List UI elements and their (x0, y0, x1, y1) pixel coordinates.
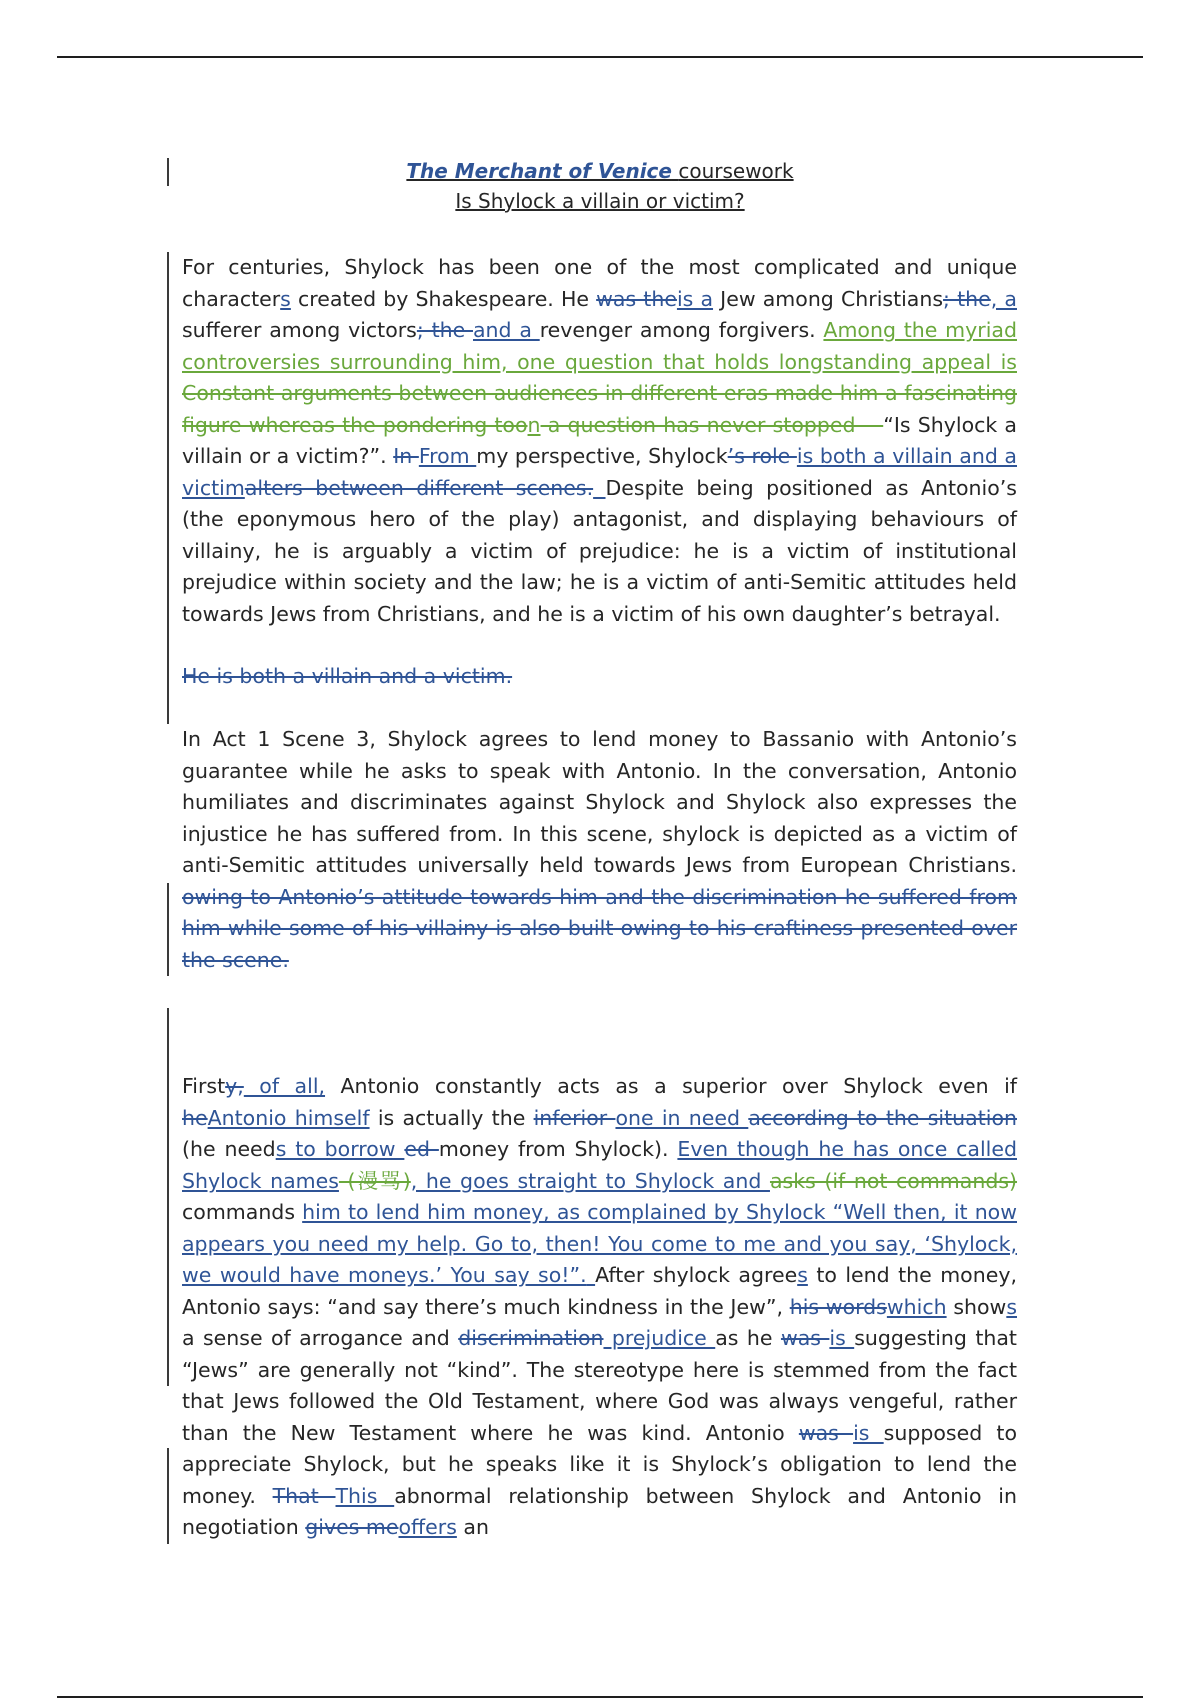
inserted-text (593, 476, 605, 500)
deleted-text: ’s role (727, 444, 797, 468)
deleted-text: That (272, 1483, 336, 1508)
text-run: For centuries, Shylock has been one of the most complicated and unique character (182, 255, 1017, 311)
essay-question: Is Shylock a villain or victim? (455, 189, 745, 213)
text-run: Jew among Christians (713, 286, 944, 311)
text-run: In Act 1 Scene 3, Shylock agrees to lend money to Bassanio with Antonio’s guarantee while he asks to speak with Antonio. In the conversation, Antonio humiliates and discriminates against Shylock and Shylock also expresses the injustice he has suffered from. In this scene, shylock is depicted as a victim of anti-Semitic attitudes universally held towards Jews from European Christians. (182, 727, 1017, 877)
text-run: After shylock agree (595, 1263, 798, 1287)
text-run: as he (715, 1326, 781, 1350)
deleted-comment-text: asks (if not commands) (769, 1168, 1018, 1193)
intro-paragraph (182, 252, 1017, 630)
inserted-comment-text: n (527, 412, 541, 437)
text-run: (he need (182, 1137, 276, 1161)
inserted-text: him to lend him money, as complained by Shylock “Well then, it now appears you need my help. Go to, then! You come to me and you say, ‘Shylock, we would have moneys.’ You say so!”. (182, 1200, 1017, 1287)
footer-rule (57, 1696, 1143, 1698)
text-run: supposed to appreciate Shylock, but he speaks like it is Shylock’s obligation to lend the money. (182, 1420, 1017, 1508)
inserted-text: s to borrow (275, 1137, 405, 1161)
inserted-text: , a (990, 286, 1017, 311)
text-run: revenger among forgivers. (539, 318, 824, 342)
deleted-comment-text: a question has never stopped — (540, 412, 884, 437)
deleted-text: alters between different scenes. (244, 475, 594, 500)
text-run: show (946, 1294, 1007, 1319)
document-title (0, 156, 1200, 216)
deleted-text: He is both a villain and a victim. (182, 664, 513, 688)
inserted-text: is both a villain and a victim (182, 444, 1017, 500)
text-run: to lend the money, Antonio says: “and say there’s much kindness in the Jew”, (182, 1263, 1017, 1319)
change-bar (167, 252, 169, 724)
deleted-text: was (780, 1326, 830, 1350)
text-run: is actually the (369, 1105, 534, 1130)
text-run: suggesting that “Jews” are generally not “kind”. The stereotype here is stemmed from the fact that Jews followed the Old Testament, where God was always vengeful, rather than the New Testament where he was kind. Antonio (182, 1326, 1017, 1445)
work-title: The Merchant of Venice (406, 159, 672, 183)
deleted-text: his words (789, 1294, 887, 1319)
inserted-text: Even though he has once called Shylock names (182, 1137, 1017, 1193)
text-run: created by Shakespeare. He (290, 286, 597, 311)
title-suffix: coursework (678, 159, 794, 183)
deleted-text: ; the (416, 318, 473, 342)
inserted-text: and a (473, 318, 540, 342)
deleted-text: owing to Antonio’s attitude towards him and the discrimination he suffered from him while some of his villainy is also built owing to his craftiness presented over the scene. (182, 884, 1017, 972)
inserted-text: s (797, 1263, 808, 1287)
inserted-text (587, 1263, 595, 1287)
deleted-text: according to the situation (748, 1105, 1017, 1130)
change-bar (167, 883, 169, 976)
inserted-text: Antonio himself (207, 1105, 370, 1130)
deleted-text: he (182, 1105, 208, 1130)
text-run: “Is Shylock a villain or a victim?”. (182, 412, 1017, 468)
text-run: commands (182, 1200, 303, 1224)
text-run: a sense of arrogance and (182, 1326, 459, 1350)
deleted-text: was (798, 1420, 854, 1445)
change-bar (167, 1448, 169, 1544)
deleted-text: ed (404, 1137, 439, 1161)
deleted-comment-text: Constant arguments between audiences in different eras made him a fascinating figure whereas the pondering too (182, 381, 1017, 437)
deleted-text: inferior (533, 1105, 616, 1130)
inserted-text: one in need (615, 1105, 749, 1130)
deleted-comment-text: (漫骂) (338, 1168, 411, 1193)
inserted-text: From (418, 444, 477, 468)
deleted-text: ; the (943, 286, 991, 311)
deleted-text: y, (225, 1074, 244, 1098)
inserted-comment-text: Among the myriad controversies surrounding him, one question that holds longstanding appeal is (182, 318, 1017, 374)
inserted-text: , he goes straight to Shylock and (410, 1168, 770, 1193)
inserted-text: This (335, 1483, 395, 1508)
inserted-text: s (1006, 1294, 1017, 1319)
inserted-text: is (829, 1326, 855, 1350)
inserted-text: is (853, 1420, 884, 1445)
text-run: an (456, 1515, 489, 1539)
firstly-paragraph (182, 1071, 1017, 1544)
text-run: Despite being positioned as Antonio’s (the eponymous hero of the play) antagonist, and displaying behaviours of villainy, he is arguably a victim of prejudice: he is a victim of institutional prejudice within society and the law; he is a victim of anti-Semitic attitudes held towards Jews from Christians, and he is a victim of his own daughter’s betrayal. (182, 475, 1017, 626)
text-run: money from Shylock). (438, 1137, 678, 1161)
inserted-text: of all, (243, 1074, 326, 1098)
deleted-text: gives me (305, 1515, 399, 1539)
inserted-text: offers (398, 1515, 457, 1539)
inserted-text: which (886, 1294, 947, 1319)
deleted-text: discrimination (458, 1326, 604, 1350)
text-run: my perspective, Shylock (476, 444, 728, 468)
deleted-summary-line (182, 661, 1017, 693)
change-bar (167, 1008, 169, 1386)
inserted-text: s (280, 286, 291, 311)
text-run: Antonio constantly acts as a superior over Shylock even if (325, 1074, 1017, 1098)
inserted-text: prejudice (603, 1326, 716, 1350)
text-run: abnormal relationship between Shylock and Antonio in negotiation (182, 1483, 1017, 1539)
deleted-text: In (393, 444, 419, 468)
text-run: sufferer among victors (182, 318, 417, 342)
act1-scene3-paragraph (182, 724, 1017, 976)
inserted-text: is a (676, 286, 714, 311)
deleted-text: was the (596, 286, 677, 311)
text-run: First (182, 1074, 226, 1098)
header-rule (57, 56, 1143, 58)
